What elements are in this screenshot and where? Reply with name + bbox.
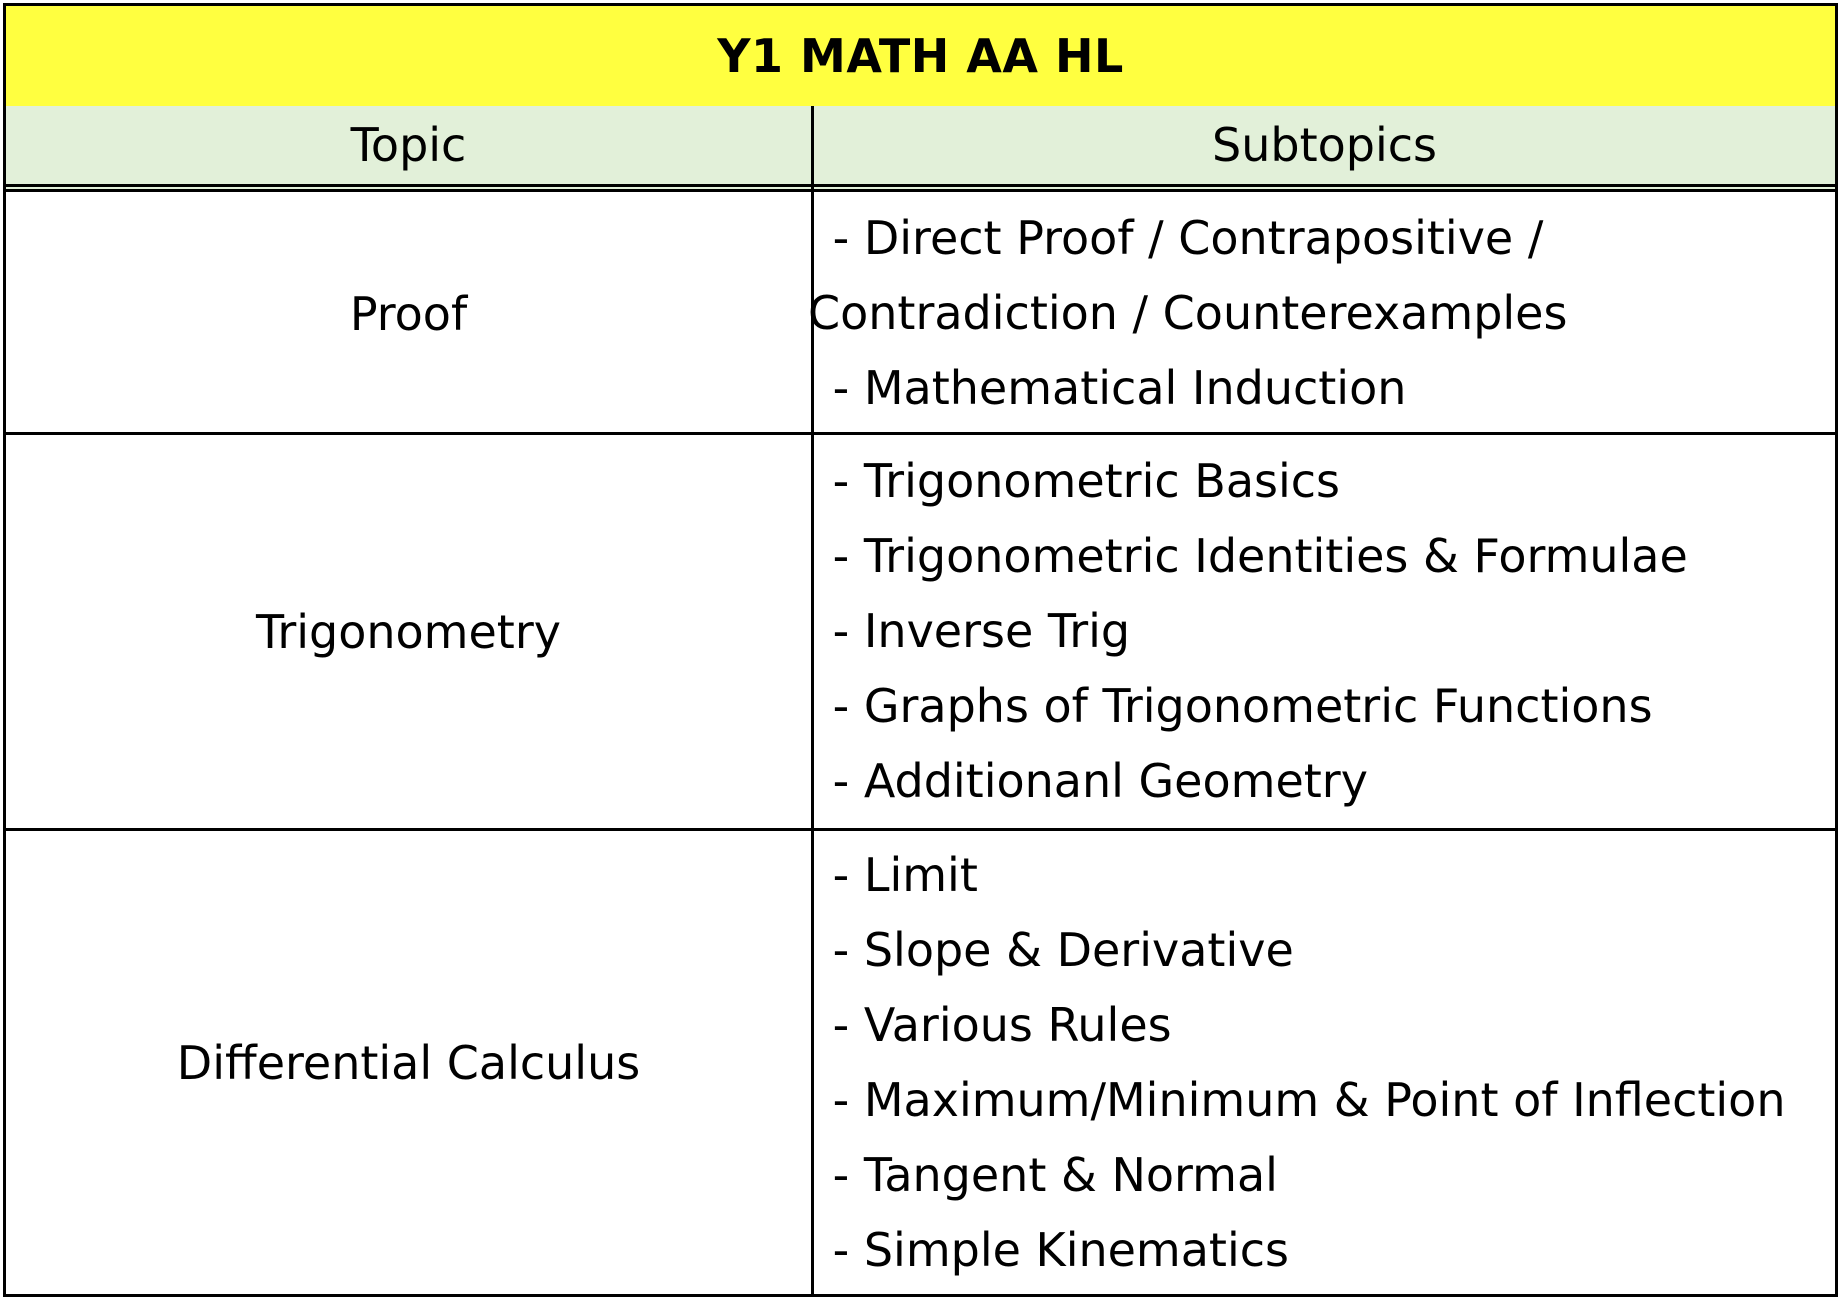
header-topic: Topic [350,118,467,172]
subtopic-line: - Maximum/Minimum & Point of Inflection [818,1072,1786,1127]
table-row-proof [6,195,1835,435]
subtopic-line: - Trigonometric Identities & Formulae [818,529,1688,583]
topic-cell: Differential Calculus [176,1035,641,1090]
header-subtopics: Subtopics [1212,118,1437,172]
subtopic-line: - Additionanl Geometry [818,754,1368,808]
subtopics-cell [818,435,1838,828]
topic-cell: Proof [349,286,468,341]
subtopics-cell [808,195,1838,432]
subtopic-line: - Slope & Derivative [818,922,1294,977]
subtopic-line: - Various Rules [818,997,1172,1052]
topic-cell: Trigonometry [256,604,561,659]
subtopic-line: Contradiction / Counterexamples [808,286,1568,340]
curriculum-table [3,3,1838,1297]
subtopic-line: - Inverse Trig [818,604,1131,658]
table-title: Y1 MATH AA HL [6,6,1835,106]
table-row-trigonometry [6,435,1835,831]
subtopics-cell [818,831,1838,1294]
table-row-differential-calculus [6,831,1835,1294]
subtopic-line: - Direct Proof / Contrapositive / [818,211,1544,265]
subtopic-line: - Limit [818,847,978,902]
subtopic-line: - Trigonometric Basics [818,454,1341,508]
subtopic-line: - Graphs of Trigonometric Functions [818,679,1653,733]
table-header-row [6,106,1835,192]
subtopic-line: - Mathematical Induction [818,361,1407,415]
subtopic-line: - Tangent & Normal [818,1147,1278,1202]
subtopic-line: - Simple Kinematics [818,1222,1290,1277]
